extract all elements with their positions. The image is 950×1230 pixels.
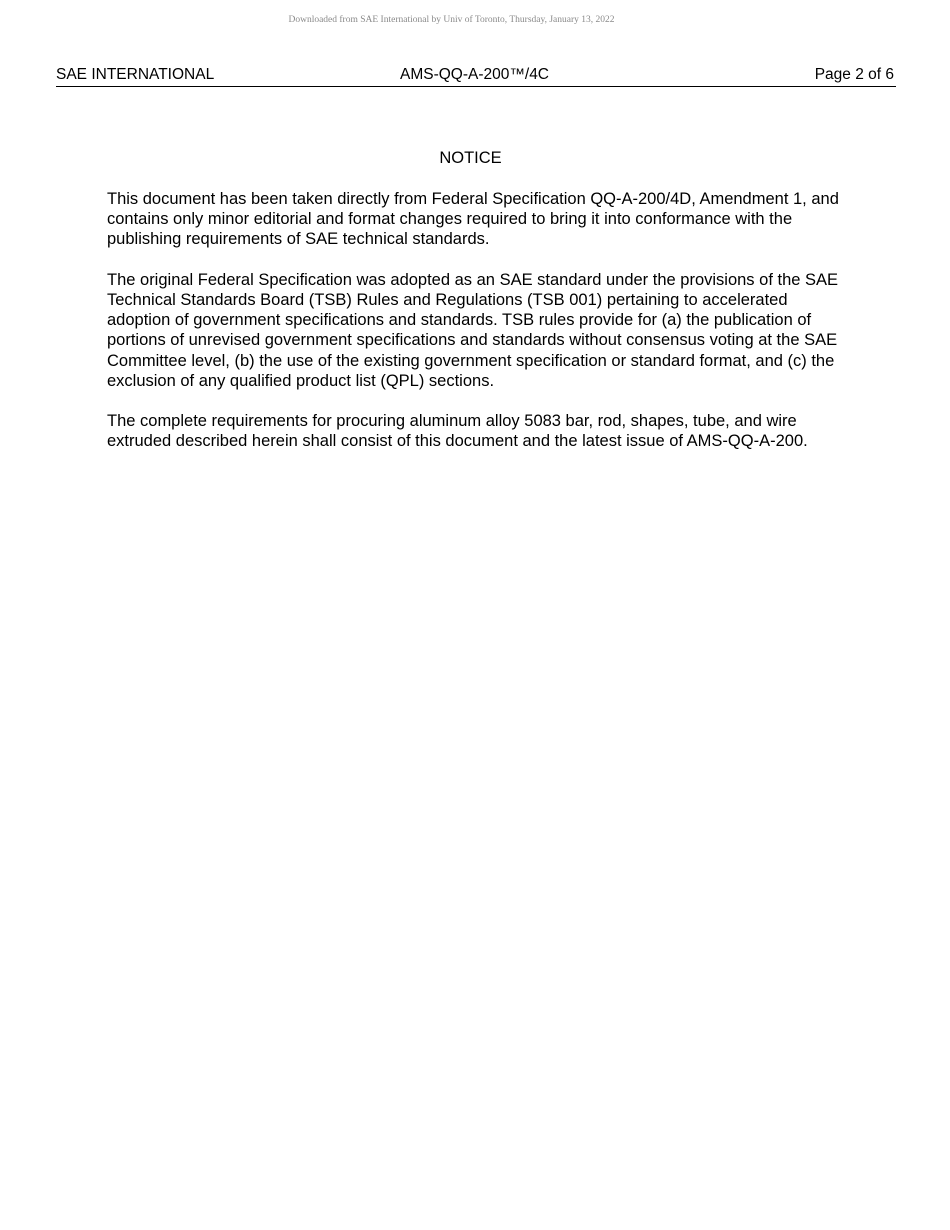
- notice-paragraph-1: This document has been taken directly from Federal Specification QQ-A-200/4D, Amendment 1, and contains only minor editorial and format changes required to bring it into conformance with the publishing requirements of SAE technical standards.: [107, 190, 839, 249]
- notice-heading: NOTICE: [439, 149, 502, 167]
- notice-body: [107, 189, 867, 472]
- header-organization: SAE INTERNATIONAL: [56, 66, 215, 83]
- notice-paragraph-3: The complete requirements for procuring aluminum alloy 5083 bar, rod, shapes, tube, and wire extruded described herein shall consist of this document and the latest issue of AMS-QQ-A-200.: [107, 412, 808, 451]
- page-header: [56, 66, 896, 87]
- notice-paragraph-2: The original Federal Specification was adopted as an SAE standard under the provisions of the SAE Technical Standards Board (TSB) Rules and Regulations (TSB 001) pertaining to accelerated adoption of government specifications and standards. TSB rules provide for (a) the publication of portions of unrevised government specifications and standards without consensus voting at the SAE Committee level, (b) the use of the existing government specification or standard format, and (c) the exclusion of any qualified product list (QPL) sections.: [107, 270, 839, 390]
- header-page-number: Page 2 of 6: [814, 66, 894, 83]
- header-document-number: AMS-QQ-A-200™/4C: [400, 66, 550, 83]
- download-watermark-line: Downloaded from SAE International by Univ of Toronto, Thursday, January 13, 2022: [288, 15, 615, 25]
